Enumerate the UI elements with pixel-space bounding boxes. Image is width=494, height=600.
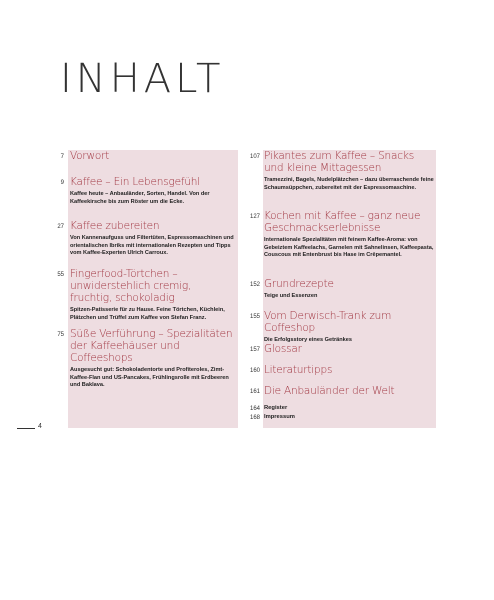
toc-entry[interactable]: [70, 220, 236, 258]
toc-entry-title: Vorwort: [70, 150, 110, 162]
toc-entry[interactable]: [264, 364, 434, 376]
toc-entry[interactable]: [70, 328, 236, 390]
toc-entry-desc: Internationale Spezialitäten mit feinem Kaffee-Aroma: von Gebeiztem Kaffeelachs, Garnelen mit Sahnelinsen, Kaffeepasta, Couscous mit Entenbrust bis Hase im Crêpemantel.: [264, 237, 434, 259]
toc-entry-title: Literaturtipps: [264, 364, 333, 376]
toc-entry-desc: Ausgesucht gut: Schokoladentorte und Profiteroles, Zimt-Kaffee-Flan und US-Pancakes, Frühlingsrolle mit Erdbeeren und Baklava.: [70, 367, 229, 389]
toc-entry-title: Pikantes zum Kaffee – Snacks und kleine Mittagessen: [264, 150, 414, 174]
toc-entry-title: Kochen mit Kaffee – ganz neue Geschmackserlebnisse: [264, 210, 421, 234]
toc-entry-title: Die Anbauländer der Welt: [264, 385, 395, 397]
page-title: INHALT: [60, 56, 225, 102]
toc-entry[interactable]: [264, 385, 434, 397]
toc-entry-register[interactable]: Register: [264, 405, 288, 411]
toc-page-num: 127: [249, 214, 260, 220]
toc-entry-title: Kaffee zubereiten: [70, 220, 160, 232]
toc-entry[interactable]: [264, 210, 434, 260]
toc-entry[interactable]: [70, 176, 236, 206]
toc-page-num: 7: [60, 154, 64, 160]
toc-entry[interactable]: [264, 150, 434, 192]
toc-page-num: 152: [249, 282, 260, 288]
toc-entry-title: Glossar: [264, 343, 302, 355]
toc-entry-title: Vom Derwisch-Trank zum Coffeshop: [264, 310, 392, 334]
toc-entry-desc: Von Kannenaufguss und Filtertüten, Espressomaschinen und orientalischen Ibriks mit internationalen Rezepten und Tipps vom Kaffee-Experten Ulrich Carroux.: [70, 235, 234, 257]
toc-page-num: 75: [57, 332, 64, 338]
toc-entry-desc: Kaffee heute – Anbauländer, Sorten, Handel. Von der Kaffeekirsche bis zum Röster um die Ecke.: [70, 191, 210, 205]
toc-entry[interactable]: [264, 310, 434, 345]
toc-page-num: 168: [249, 415, 260, 421]
toc-entry-title: Kaffee – Ein Lebensgefühl: [70, 176, 200, 188]
toc-page-num: 155: [249, 314, 260, 320]
toc-entry-desc: Spitzen-Patisserie für zu Hause. Feine Törtchen, Küchlein, Plätzchen und Trüffel zum Kaffee von Stefan Franz.: [70, 307, 225, 321]
toc-page-num: 55: [57, 272, 64, 278]
toc-page-num: 27: [57, 224, 64, 230]
footer-rule: [17, 428, 35, 429]
toc-entry-desc: Teige und Essenzen: [264, 293, 318, 299]
toc-page-num: 160: [249, 368, 260, 374]
toc-entry-title: Fingerfood-Törtchen – unwiderstehlich cremig, fruchtig, schokoladig: [70, 268, 192, 304]
toc-page-num: 9: [60, 180, 64, 186]
page-number: 4: [38, 423, 42, 430]
toc-entry-desc: Die Erfolgsstory eines Getränkes: [264, 337, 352, 343]
toc-entry[interactable]: [264, 343, 434, 355]
toc-entry-impressum[interactable]: Impressum: [264, 414, 295, 420]
toc-page-num: 107: [249, 154, 260, 160]
toc-page-num: 157: [249, 347, 260, 353]
toc-entry[interactable]: [264, 278, 434, 301]
toc-entry[interactable]: [70, 150, 236, 162]
toc-page-num: 164: [249, 406, 260, 412]
toc-page-num: 161: [249, 389, 260, 395]
toc-entry[interactable]: [70, 268, 236, 322]
toc-entry-title: Süße Verführung – Spezialitäten der Kaffeehäuser und Coffeeshops: [70, 328, 233, 364]
toc-entry-title: Grundrezepte: [264, 278, 334, 290]
toc-entry-desc: Tramezzini, Bagels, Nudelplätzchen – dazu überraschende feine Schaumsüppchen, zubereitet mit der Espressomaschine.: [264, 177, 434, 191]
